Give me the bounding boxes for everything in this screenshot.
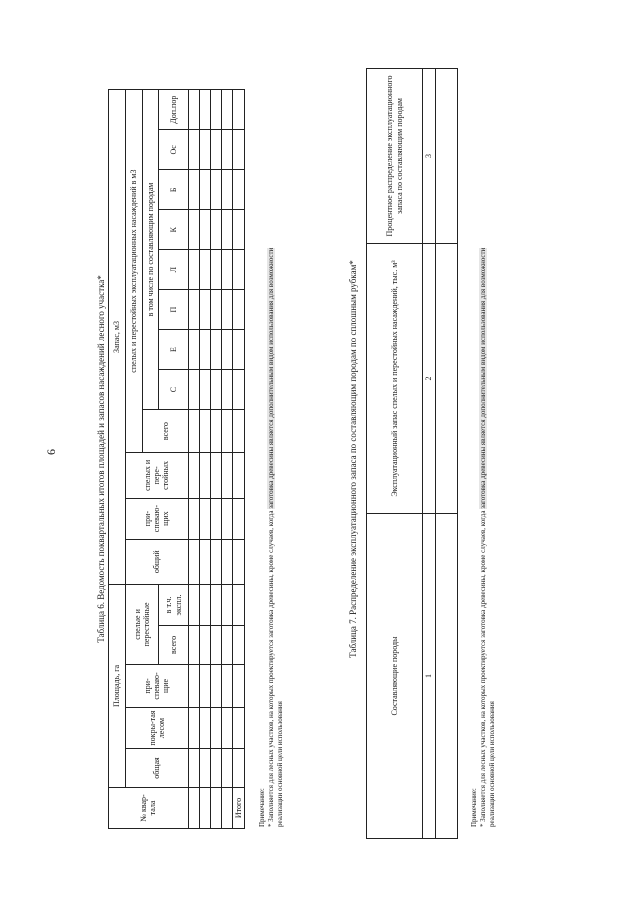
- header-forest-covered: покры-тая лесом: [125, 708, 188, 749]
- table7-note: [470, 67, 496, 827]
- header-ripe-incl-exploit: в т.ч. экспл.: [159, 584, 188, 625]
- table7-caption: Таблица 7. Распределение эксплуатационного запаса по составляющим породам по сплошным рубкам*: [348, 260, 358, 658]
- header-middle-aged: при-спеваю-щие: [125, 664, 188, 707]
- note-title: Примечание:: [258, 788, 266, 827]
- species-header: Доп.пор: [159, 90, 188, 130]
- table-row: [221, 90, 232, 829]
- header-ripe-overripe: спелые и перестойные: [125, 584, 159, 664]
- header-species: Составляющие породы: [367, 514, 423, 839]
- note-text: * Заполняется для лесных участков, на которых проектируется заготовка древесины, кроме случаев, когда заготовка древесины является дополнительным видом использования для возможности: [266, 247, 275, 827]
- col-number: 1: [423, 514, 436, 839]
- note-text-cont: реализации основной цели использования: [487, 701, 496, 827]
- total-label: Итого: [232, 787, 244, 828]
- header-exploit-all: всего: [142, 410, 188, 453]
- header-percent: Процентное распределение эксплуатационного запаса по составляющим породам: [367, 69, 423, 244]
- table-row: [199, 90, 210, 829]
- species-header: К: [159, 210, 188, 250]
- header-stock-middle-aged: при-спеваю-щих: [125, 498, 188, 539]
- species-header: С: [159, 370, 188, 410]
- species-header: Е: [159, 330, 188, 370]
- header-ripe-all: всего: [159, 625, 188, 664]
- table6-note: [258, 67, 284, 827]
- header-exploit-stock: Эксплуатационный запас спелых и перестойных насаждений, тыс. м³: [367, 244, 423, 514]
- note-text-cont: реализации основной цели использования: [275, 701, 284, 827]
- table-row-total: [232, 90, 244, 829]
- col-number: 2: [423, 244, 436, 514]
- species-header: Ос: [159, 130, 188, 170]
- header-stock: Запас, м3: [109, 90, 126, 585]
- table6: [108, 89, 245, 829]
- col-number: 3: [423, 69, 436, 244]
- header-stock-ripe: спелых и пере-стойных: [125, 453, 188, 498]
- table6-caption: Таблица 6. Ведомость поквартальных итогов площадей и запасов насаждений лесного участка*: [96, 275, 106, 643]
- header-incl-species: в том числе по составляющим породам: [142, 90, 159, 410]
- header-stock-common: общий: [125, 539, 188, 584]
- table-row: [188, 90, 199, 829]
- table-row: [210, 90, 221, 829]
- header-area-total: общая: [125, 749, 188, 788]
- note-title: Примечание:: [470, 788, 478, 827]
- note-text: * Заполняется для лесных участков, на которых проектируется заготовка древесины, кроме случаев, когда заготовка древесины является дополнительным видом использования для возможности: [478, 247, 487, 827]
- table-row: [435, 69, 457, 839]
- species-header: П: [159, 290, 188, 330]
- species-header: Л: [159, 250, 188, 290]
- page-number: 6: [44, 449, 58, 455]
- header-quarter-number: № квар-тала: [109, 787, 189, 828]
- species-header: Б: [159, 170, 188, 210]
- table7: [366, 68, 458, 839]
- header-exploitation: спелых и перестойных эксплуатационных насаждений в м3: [125, 90, 142, 453]
- header-area: Площадь, га: [109, 584, 126, 787]
